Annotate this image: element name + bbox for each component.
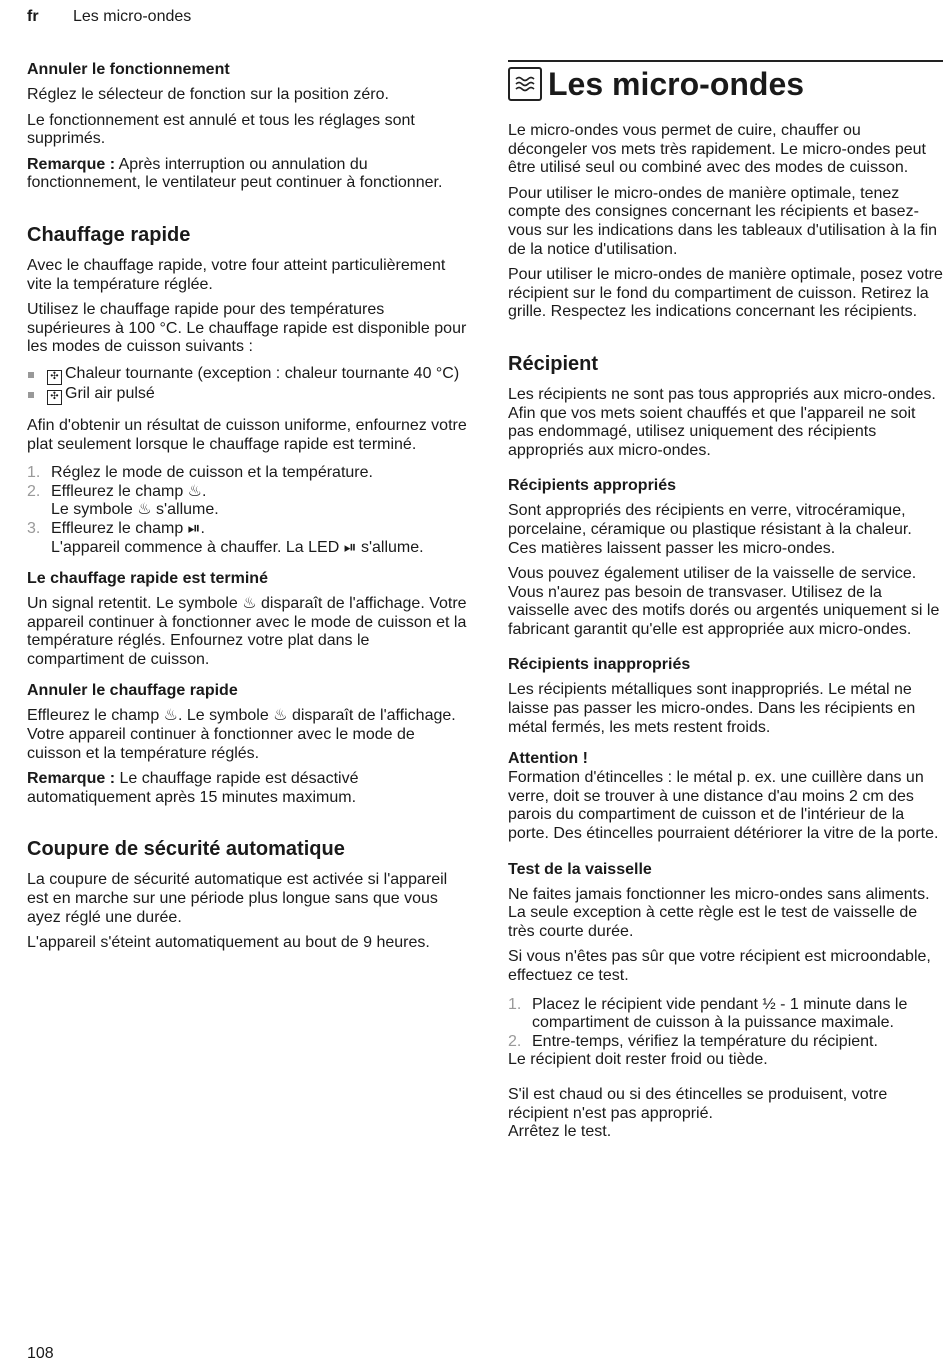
list-item: 1. Réglez le mode de cuisson et la température.: [27, 464, 373, 482]
step-result: Le récipient doit rester froid ou tiède.: [508, 1051, 768, 1069]
quick-heat-done-heading: Le chauffage rapide est terminé: [27, 570, 268, 588]
paragraph: S'il est chaud ou si des étincelles se produisent, votre récipient n'est pas approprié.: [508, 1085, 888, 1122]
list-item: 2. Effleurez le champ ♨. Le symbole ♨ s'allume.: [27, 482, 219, 519]
unsuitable-heading: Récipients inappropriés: [508, 656, 691, 674]
language-label: fr: [27, 8, 39, 25]
warning-text: Formation d'étincelles : le métal p. ex. une cuillère dans un verre, doit se trouver à une distance d'au moins 2 cm des parois du compartiment de cuisson et de l'intérieur de la porte. Des étincelles pourraient détériorer la vitre de la porte.: [508, 769, 939, 843]
list-item: ✣ Chaleur tournante (exception : chaleur tournante 40 °C): [27, 365, 467, 385]
cancel-quick-heat-heading: Annuler le chauffage rapide: [27, 682, 238, 700]
paragraph: Les récipients métalliques sont inappropriés. Le métal ne laisse pas passer les micro-ondes. Dans les récipients en métal fermés, les mets restent froids.: [508, 681, 916, 736]
paragraph: Pour utiliser le micro-ondes de manière optimale, posez votre récipient sur le fond du compartiment de cuisson. Retirez la grille. Respectez les indications concernant les récipients.: [508, 266, 943, 321]
test-heading: Test de la vaisselle: [508, 860, 652, 878]
suitable-heading: Récipients appropriés: [508, 477, 677, 495]
paragraph: Ne faites jamais fonctionner les micro-ondes sans aliments. La seule exception à cette règle est le test de vaisselle de très courte durée.: [508, 885, 930, 940]
right-column: [508, 60, 943, 1149]
paragraph: Vous pouvez également utiliser de la vaisselle de service. Vous n'aurez pas besoin de transvaser. Utilisez de la vaisselle avec des motifs dorés ou argentés uniquement si le fabricant garantit qu'elle est appropriée aux micro-ondes.: [508, 565, 940, 638]
fan-icon: ✣: [47, 370, 62, 385]
grill-fan-icon: ✣: [47, 390, 62, 405]
steps-list: [27, 464, 467, 557]
paragraph: Réglez le sélecteur de fonction sur la position zéro.: [27, 86, 389, 103]
paragraph: L'appareil s'éteint automatiquement au bout de 9 heures.: [27, 934, 430, 952]
mode-list: [27, 365, 467, 405]
paragraph: Afin d'obtenir un résultat de cuisson uniforme, enfournez votre plat seulement lorsque le chauffage rapide est terminé.: [27, 416, 467, 453]
paragraph: La coupure de sécurité automatique est activée si l'appareil est en marche sur une période plus longue sans que vous ayez réglé une durée.: [27, 871, 448, 926]
list-item: 2. Entre-temps, vérifiez la température du récipient.: [508, 1032, 878, 1050]
paragraph: Pour utiliser le micro-ondes de manière optimale, tenez compte des consignes concernant les récipients et basez-vous sur les indications dans les tableaux d'utilisation à la fin de la notice d'utilisation.: [508, 184, 938, 258]
list-item: 1. Placez le récipient vide pendant ½ - 1 minute dans le compartiment de cuisson à la puissance maximale.: [508, 995, 908, 1032]
paragraph: Avec le chauffage rapide, votre four atteint particulièrement vite la température réglée.: [27, 256, 446, 293]
test-steps-list: [508, 996, 943, 1052]
paragraph: Utilisez le chauffage rapide pour des températures supérieures à 100 °C. Le chauffage rapide est disponible pour les modes de cuisson suivants :: [27, 301, 467, 356]
auto-off-heading: Coupure de sécurité automatique: [27, 838, 345, 861]
paragraph: Arrêtez le test.: [508, 1123, 612, 1141]
list-item: ✣ Gril air pulsé: [27, 385, 467, 405]
page-number: 108: [27, 1345, 54, 1362]
page-header: [27, 8, 192, 26]
note-text: Après interruption ou annulation du fonctionnement, le ventilateur peut continuer à fonctionner.: [27, 155, 443, 192]
paragraph: Sont appropriés des récipients en verre, vitrocéramique, porcelaine, céramique ou plastique résistant à la chaleur. Ces matières laissent passer les micro-ondes.: [508, 502, 912, 557]
left-column: [27, 60, 467, 960]
note-label: Remarque :: [27, 770, 116, 788]
cancel-operation-heading: Annuler le fonctionnement: [27, 61, 230, 78]
paragraph: Le fonctionnement est annulé et tous les réglages sont supprimés.: [27, 111, 415, 148]
paragraph: Les récipients ne sont pas tous appropriés aux micro-ondes. Afin que vos mets soient chauffés et que l'appareil ne soit pas endommagé, utilisez uniquement des récipients appropriés aux micro-ondes.: [508, 385, 936, 459]
section-label: Les micro-ondes: [73, 8, 192, 25]
container-heading: Récipient: [508, 352, 599, 375]
microwave-icon: [508, 67, 542, 101]
attention-heading: Attention !: [508, 750, 588, 768]
note: [27, 770, 467, 807]
note-text: Le chauffage rapide est désactivé automatiquement après 15 minutes maximum.: [27, 770, 359, 806]
paragraph: Le micro-ondes vous permet de cuire, chauffer ou décongeler vos mets très rapidement. Le micro-ondes peut être utilisé seul ou combiné avec des modes de cuisson.: [508, 122, 926, 177]
note: [27, 156, 467, 193]
chapter-title: [508, 60, 943, 102]
quick-heat-heading: Chauffage rapide: [27, 223, 191, 246]
paragraph: Effleurez le champ ♨. Le symbole ♨ disparaît de l'affichage. Votre appareil continuer à fonctionner avec le mode de cuisson et la température réglés.: [27, 707, 456, 762]
chapter-heading: Les micro-ondes: [548, 66, 805, 102]
paragraph: Un signal retentit. Le symbole ♨ disparaît de l'affichage. Votre appareil continuer à fonctionner avec le mode de cuisson et la température réglés. Enfournez votre plat dans le compartiment de cuisson.: [27, 595, 467, 668]
paragraph: Si vous n'êtes pas sûr que votre récipient est microondable, effectuez ce test.: [508, 948, 931, 984]
note-label: Remarque :: [27, 155, 116, 173]
list-item: 3. Effleurez le champ ⏯. L'appareil commence à chauffer. La LED ⏯ s'allume.: [27, 519, 424, 556]
